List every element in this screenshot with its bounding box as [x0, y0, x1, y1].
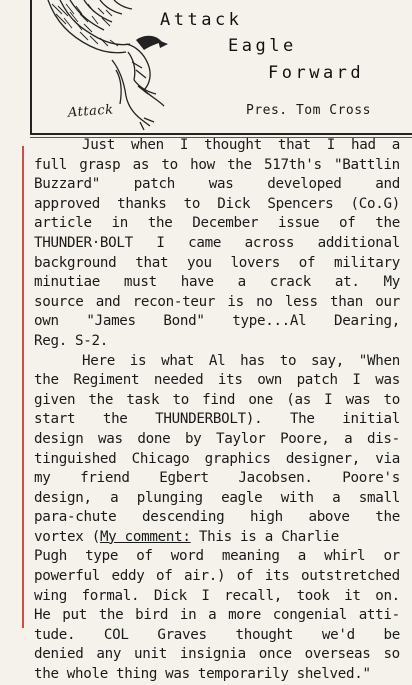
word: congenial	[272, 607, 347, 624]
article-line	[34, 254, 400, 274]
word: source	[34, 293, 84, 310]
word: para-chute	[34, 509, 117, 526]
word: at.	[334, 274, 360, 291]
article-line	[34, 430, 400, 450]
article-line	[34, 508, 400, 528]
article-line-vortex	[34, 528, 400, 548]
word: be	[383, 626, 400, 643]
word: put	[62, 607, 87, 624]
word: no	[256, 293, 273, 310]
word: is	[227, 293, 244, 310]
word: initial	[342, 411, 400, 428]
word: to	[383, 391, 400, 408]
word: Jacobsen.	[238, 470, 313, 487]
word: done	[137, 430, 171, 447]
word: (Co.G)	[350, 195, 400, 212]
word: Chicago	[131, 450, 190, 467]
word: thought	[235, 626, 294, 643]
article-line	[34, 626, 400, 646]
word: to	[279, 352, 297, 369]
word: came	[188, 234, 222, 251]
word: dis-	[366, 430, 400, 447]
word: in	[111, 215, 128, 232]
word: above	[308, 509, 350, 526]
article-line	[34, 450, 400, 470]
word: type...Al	[232, 313, 307, 330]
word: when	[130, 137, 164, 153]
word: Bond"	[163, 313, 205, 330]
word: of	[298, 254, 316, 271]
word: the	[98, 607, 124, 624]
word: and	[375, 176, 400, 193]
word: have	[180, 274, 214, 291]
word: design	[34, 430, 84, 447]
word: whole	[66, 666, 108, 683]
word: has	[240, 352, 265, 369]
word: The	[289, 411, 315, 428]
word: was	[98, 430, 123, 447]
word: S-2.	[74, 332, 108, 349]
vortex-text-a: vortex (	[34, 528, 100, 545]
word: so	[383, 646, 400, 663]
title-word-forward: Forward	[268, 63, 365, 83]
word: outstretched	[301, 568, 400, 585]
word: THUNDER·BOLT	[34, 234, 133, 251]
word: own	[34, 313, 59, 330]
word: one	[248, 391, 274, 408]
word: He	[34, 607, 51, 624]
my-comment-underlined: My comment:	[99, 528, 191, 545]
word: by	[184, 430, 202, 447]
article-line	[34, 391, 400, 411]
word: took	[296, 587, 330, 604]
word: its	[264, 568, 290, 585]
word: My	[383, 274, 400, 291]
word: via	[375, 450, 400, 467]
word: less	[284, 293, 318, 310]
article-line	[34, 195, 400, 215]
word: of	[338, 215, 356, 232]
word: of	[236, 568, 254, 585]
word: to	[172, 391, 189, 408]
word: friend	[80, 470, 130, 487]
article-line	[34, 567, 400, 587]
word: say,	[311, 352, 344, 369]
word: than	[330, 293, 364, 310]
article-line	[34, 410, 400, 430]
word: needed	[153, 372, 204, 389]
word: developed	[267, 176, 342, 193]
word: was	[165, 666, 190, 683]
word: that	[135, 254, 169, 271]
word: own	[257, 372, 282, 389]
word: of	[136, 548, 153, 565]
word: "James	[86, 313, 136, 330]
word: I	[326, 137, 336, 153]
article-line	[34, 489, 400, 509]
article-line	[34, 156, 400, 176]
word: how	[190, 156, 215, 173]
word: descending	[141, 509, 225, 526]
word: December	[192, 215, 259, 232]
article-line	[34, 665, 400, 685]
word: any	[96, 646, 122, 663]
word: and	[95, 293, 121, 310]
word: whirl	[324, 548, 366, 565]
word: the	[34, 666, 59, 683]
word: Reg.	[34, 332, 67, 349]
word: Dearing,	[334, 313, 400, 330]
word: as	[132, 156, 150, 173]
word: Taylor	[216, 430, 266, 447]
word: wing	[34, 587, 67, 604]
word: recall,	[224, 587, 282, 604]
word: eddy	[111, 568, 145, 585]
word: approved	[34, 195, 100, 212]
word: tude.	[34, 626, 76, 643]
word: unit	[134, 646, 167, 663]
word: to	[183, 195, 201, 212]
word: a	[208, 607, 217, 624]
word: article	[34, 215, 92, 232]
word: the	[227, 156, 252, 173]
article-line	[34, 175, 400, 195]
word: a	[237, 274, 246, 291]
word: you	[186, 254, 212, 271]
word: high	[249, 509, 283, 526]
word: thought	[204, 137, 262, 153]
article-line	[34, 352, 400, 372]
word: shelved."	[296, 666, 371, 683]
word: it	[344, 587, 361, 604]
word: eagle	[221, 489, 263, 506]
article-line	[34, 606, 400, 626]
word: crack	[269, 274, 311, 291]
word: a	[110, 489, 119, 506]
article-line	[34, 273, 400, 293]
word: I	[201, 587, 210, 604]
word: I	[179, 137, 189, 153]
word: our	[375, 293, 400, 310]
word: I	[156, 234, 165, 251]
article-line	[34, 332, 400, 352]
word: a	[297, 548, 306, 565]
word: Here	[82, 352, 115, 369]
word: is	[129, 352, 147, 369]
vortex-text-b: This is a Charlie	[190, 528, 339, 545]
article-line	[34, 214, 400, 234]
word: Just	[82, 137, 115, 153]
word: once	[258, 646, 292, 663]
word: the	[88, 391, 114, 408]
word: bird	[135, 607, 169, 624]
word: air.)	[183, 568, 226, 585]
word: "When	[358, 352, 400, 369]
word: the	[375, 509, 400, 526]
word: thanks	[117, 195, 167, 212]
article-line	[34, 469, 400, 489]
word: THUNDERBOLT).	[155, 411, 263, 428]
word: graphics	[204, 450, 271, 467]
word: lovers	[230, 254, 280, 271]
word: type	[85, 548, 119, 565]
word: Buzzard"	[34, 176, 100, 193]
article-line	[34, 587, 400, 607]
word: tinguished	[34, 450, 117, 467]
word: on.	[375, 587, 400, 604]
word: a	[332, 489, 341, 506]
word: the	[147, 215, 173, 232]
word: was	[375, 372, 400, 389]
word: Dick	[217, 195, 251, 212]
word: atti-	[358, 607, 400, 624]
title-word-eagle: Eagle	[228, 36, 297, 56]
word: Poore,	[280, 430, 330, 447]
word: patch	[133, 176, 175, 193]
word: was	[345, 391, 371, 408]
word: the	[34, 372, 59, 389]
word: with	[280, 489, 314, 506]
word: that	[277, 137, 311, 153]
word: issue	[277, 215, 320, 232]
word: patch	[296, 372, 338, 389]
word: insignia	[179, 646, 246, 663]
word: of	[155, 568, 173, 585]
word: (as	[286, 391, 311, 408]
word: I	[324, 391, 333, 408]
word: denied	[34, 646, 84, 663]
word: small	[358, 489, 400, 506]
word: Al	[208, 352, 226, 369]
article-line	[34, 234, 400, 254]
word: designer,	[285, 450, 360, 467]
word: was	[208, 176, 234, 193]
margin-rule	[22, 146, 24, 628]
word: additional	[317, 234, 400, 251]
word: given	[34, 391, 76, 408]
president-byline: Pres. Tom Cross	[246, 103, 371, 118]
article-line	[34, 312, 400, 332]
word: or	[383, 548, 400, 565]
word: 517th's	[264, 156, 322, 173]
word: the	[375, 215, 400, 232]
word: "Battlin	[333, 156, 400, 173]
word: design,	[34, 489, 92, 506]
word: the	[102, 411, 128, 428]
article-body	[34, 136, 400, 685]
word: to	[161, 156, 178, 173]
word: find	[202, 391, 236, 408]
word: start	[34, 411, 76, 428]
eagle-caption: Attack	[67, 102, 114, 121]
word: Spencers	[267, 195, 334, 212]
word: powerful	[34, 568, 100, 585]
word: Egbert	[159, 470, 209, 487]
word: thing	[115, 666, 158, 683]
word: background	[34, 254, 117, 271]
word: COL	[103, 626, 129, 643]
word: task	[126, 391, 160, 408]
word: overseas	[304, 646, 371, 663]
article-line	[34, 293, 400, 313]
word: military	[334, 254, 400, 271]
word: minutiae	[34, 274, 100, 291]
word: its	[217, 372, 243, 389]
word: across	[244, 234, 295, 251]
word: had	[351, 137, 376, 153]
word: full	[34, 156, 67, 173]
word: Graves	[157, 626, 207, 643]
word: meaning	[221, 548, 280, 565]
word: I	[352, 372, 361, 389]
word: recon-teur	[132, 293, 216, 310]
word: my	[34, 470, 51, 487]
word: Poore's	[342, 470, 400, 487]
word: formal.	[81, 587, 140, 604]
article-line	[34, 645, 400, 665]
word: in	[179, 607, 197, 624]
title-word-attack: Attack	[160, 10, 243, 30]
word: a	[391, 137, 400, 153]
article-line	[34, 371, 400, 391]
header-divider	[30, 133, 412, 135]
word: temporarily	[197, 666, 289, 683]
article-line	[34, 136, 400, 156]
word: Dick	[153, 587, 187, 604]
word: Pugh	[34, 548, 67, 565]
word: what	[161, 352, 195, 369]
word: Regiment	[73, 372, 140, 389]
word: a	[344, 430, 353, 447]
word: more	[228, 607, 262, 624]
word: plunging	[136, 489, 203, 506]
word: grasp	[79, 156, 121, 173]
word: must	[123, 274, 157, 291]
word: word	[170, 548, 204, 565]
word: we'd	[321, 626, 355, 643]
article-line	[34, 547, 400, 567]
